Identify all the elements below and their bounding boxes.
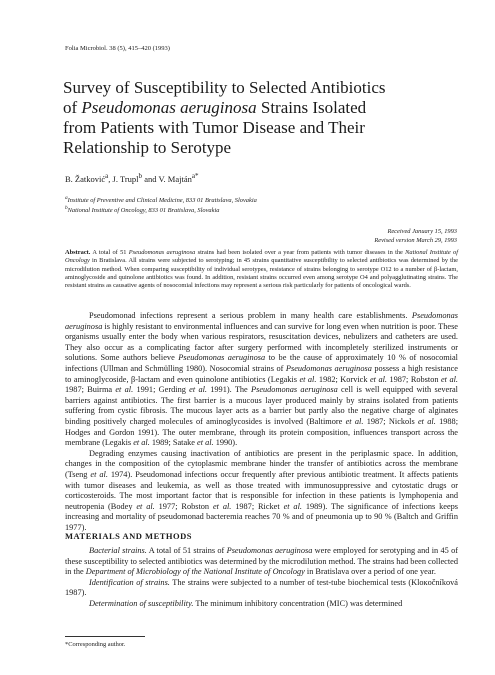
text-run: cell is well equipped with several barriers against antibiotics. The first barrier is a mucous layer produced mainly by strains isolated from patients suffering from cystic fibrosis. The mucous layer acts as a barrier but partly also the negative charge of alginates binding positively charged molecules of aminoglycosides is involved (Baltimore <box>65 385 458 426</box>
footnote-divider <box>65 636 145 637</box>
text-run: in Bratislava over a period of one year. <box>304 567 436 577</box>
italic-text: Pseudomonas aeruginosa <box>251 385 338 395</box>
italic-text: et al. <box>441 374 458 384</box>
introduction <box>65 311 458 533</box>
affiliation-a: $^a$Institute of Preventive and Clinical Medicine, 833 01 Bratislava, Slovakia <box>65 195 257 205</box>
italic-text: et al. <box>189 385 207 395</box>
methods-section <box>65 546 458 610</box>
italic-text: et al. <box>283 501 302 511</box>
section-heading: MATERIALS AND METHODS <box>65 531 192 541</box>
author-2-affil: b <box>138 172 143 180</box>
text-run: possess a high resistance to aminoglycoside, β-lactam and even quinolone antibiotics (Legakis <box>65 363 458 384</box>
intro-paragraph <box>65 449 458 534</box>
text-run: The strains were subjected to a number of test-tube biochemical tests (Kloкočníková 1987). <box>65 577 458 598</box>
italic-text: Pseudomonas aeruginosa <box>285 363 372 373</box>
methods-paragraph <box>65 546 458 578</box>
methods-paragraph <box>65 599 458 610</box>
revised-date: Revised version March 29, 1993 <box>374 237 457 244</box>
article-title <box>63 78 463 158</box>
submission-dates <box>374 227 457 245</box>
italic-text: Pseudomonas aeruginosa <box>226 546 313 555</box>
italic-text: et al. <box>345 416 364 426</box>
text-run: 1990). <box>213 438 238 448</box>
italic-text: Bacterial strains. <box>89 546 147 555</box>
title-line-1: Survey of Susceptibility to Selected Antibiotics <box>63 78 386 97</box>
abstract-label: Abstract. <box>65 249 91 256</box>
text-run: Pseudomonad infections represent a serious problem in many health care establishments. <box>89 311 412 320</box>
text-run: to be the cause of approximately 10 % of nosocomial infections (Ullman and Schmülling 1980). Nosocomial strains of <box>65 353 458 373</box>
text-run: 1988; Hodges and Gordon 1991). The outer membrane, through its protein composition, influences transport across the membrane (Legakis <box>65 416 458 448</box>
text-run: 1991; Gerding <box>133 385 190 395</box>
affiliation-b: $^b$National Institute of Oncology, 833 01 Bratislava, Slovakia <box>65 205 220 215</box>
author-3: V. Majtán <box>158 173 192 184</box>
author-separator: and <box>142 173 159 184</box>
italic-text: et al. <box>90 469 108 479</box>
author-separator: , <box>108 173 113 184</box>
title-line-4: Relationship to Serotype <box>63 138 232 157</box>
text-run: 1991). The <box>206 385 252 395</box>
italic-text: et al. <box>136 501 155 511</box>
author-1-affil: a <box>105 172 109 180</box>
journal-citation: Folia Microbiol. 38 (5), 415–420 (1993) <box>65 45 170 52</box>
text-run: Degrading enzymes causing inactivation of antibiotics are present in the periplasmic space. In addition, changes in the composition of the cytoplasmic membrane hinder the transfer of antibiotics across the membrane (Tseng <box>65 448 458 479</box>
author-2: J. Trupl <box>112 173 139 184</box>
methods-paragraph <box>65 578 458 599</box>
italic-text: Pseudomonas aeruginosa <box>65 311 458 331</box>
footnote: *Corresponding author. <box>65 641 126 648</box>
title-species: Pseudomonas aeruginosa <box>81 98 257 117</box>
title-line-2-suffix: Strains Isolated <box>256 98 367 117</box>
text-run: 1974). Pseudomonad infections occur frequently after previous antibiotic treatment. It affects patients with tumor diseases and leukemia, as well as those treated with immunosuppressive and cytostatic drugs or corticosteroids. The most important factor that is responsible for infection in these patients is lymphopenia and neutropenia (Bodey <box>65 469 458 511</box>
received-date: Received January 15, 1993 <box>387 228 457 235</box>
italic-text: et al. <box>212 501 232 511</box>
text-run: The minimum inhibitory concentration (MIC) was determined <box>193 598 403 608</box>
italic-text: Department of Microbiology of the National Institute of Oncology <box>85 567 305 577</box>
text-run: 1987; Ricket <box>231 501 284 511</box>
text-run: 1989; Satake <box>149 438 198 448</box>
text-run: were employed for serotyping and in 45 of these susceptibility to selected antibiotics was determined by the microdilution method. The strains had been collected in the <box>65 546 458 577</box>
author-1: B. Žatković <box>65 173 106 184</box>
italic-text: et al. <box>299 374 317 384</box>
text-run: is highly resistant to environmental influences and can survive for long even when nutrition is poor. These organisms usually enter the body when various respirators, resuscitation devices, nebulizers and catheters are used. They also occur as a complicating factor after surgery performed with incompletely sterilized instruments or solutions. Some authors believe <box>65 321 458 363</box>
author-list <box>65 172 199 184</box>
text-run: 1987; Robston <box>386 374 441 384</box>
abstract: Abstract. A total of 51 Pseudomonas aeruginosa strains had been isolated over a year from patients with tumor diseases in the National Institute of Oncology in Bratislava. All strains were subjected to serotyping; in 45 strains quantitative susceptibility to selected antibiotics was determined by the microdilution method. When comparing susceptibility of individual serotypes, resistance of strains belonging to serotype O12 to a number of β-lactam, aminoglycoside and quinolone antibiotics was found. In addition, resistant strains occurred even among serotype O4 and polyagglutinating strains. The resistant strains as causative agents of nosocomial infections may represent a serious risk particularly for patients of oncological wards. <box>65 249 458 290</box>
text-run: A total of 51 strains of <box>146 546 227 555</box>
italic-text: et al. <box>133 438 150 448</box>
text-run: 1989). The significance of infections keeps increasing and mortality of pseudomonad bacteremia reaches 70 % and of pneumonia up to 90 % (Baltch and Griffin 1977). <box>65 501 459 532</box>
italic-text: Determination of susceptibility. <box>89 598 194 608</box>
italic-text: et al. <box>115 385 134 395</box>
italic-text: et al. <box>418 416 436 426</box>
title-line-3: from Patients with Tumor Disease and Their <box>63 118 365 137</box>
italic-text: Pseudomonas aeruginosa <box>178 353 266 363</box>
author-3-affil: a* <box>191 172 199 180</box>
italic-text: et al. <box>197 438 214 448</box>
text-run: 1987; Buirma <box>65 385 116 395</box>
italic-text: Identification of strains. <box>89 577 170 587</box>
title-line-2-prefix: of <box>63 98 82 117</box>
italic-text: et al. <box>369 374 387 384</box>
text-run: 1977; Robston <box>154 501 213 511</box>
intro-paragraph <box>65 311 458 449</box>
text-run: 1987; Nickols <box>363 416 418 426</box>
text-run: 1982; Korvick <box>316 374 370 384</box>
